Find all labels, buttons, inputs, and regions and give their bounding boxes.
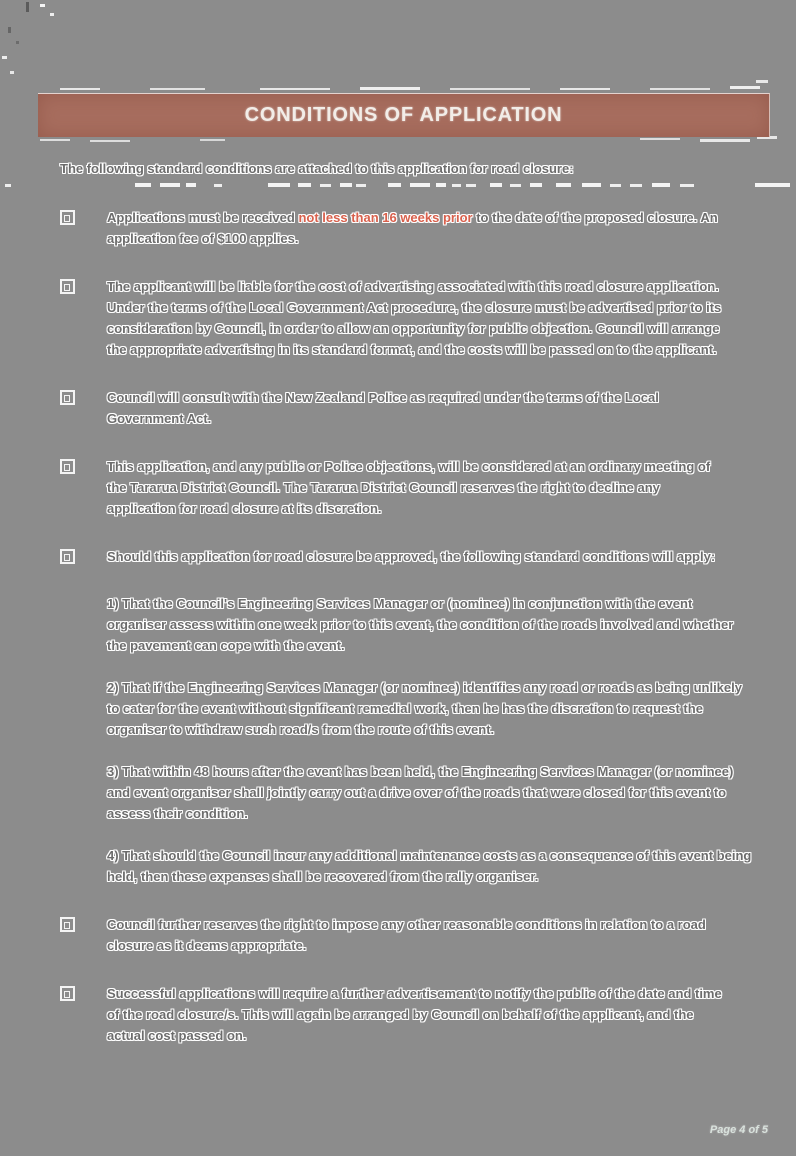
bullet-inner-square (64, 395, 70, 402)
bullet-inner-square (64, 284, 70, 291)
scan-speck (40, 139, 70, 141)
scan-speck (2, 56, 7, 59)
scan-speck (360, 87, 420, 90)
bullet-inner-square (64, 215, 70, 222)
scan-speck (700, 139, 750, 142)
condition-item (60, 914, 766, 956)
scan-speck (260, 88, 330, 90)
scan-speck (560, 88, 610, 90)
scan-speck (60, 88, 100, 90)
scan-speck (730, 86, 760, 89)
checkbox-bullet-icon (60, 459, 75, 474)
scan-speck (640, 138, 680, 140)
scan-speck (40, 4, 45, 7)
intro-text: The following standard conditions are attached to this application for road closure: (60, 161, 574, 176)
condition-text: This application, and any public or Police objections, will be considered at an ordinary meeting of the Tararua District Council. The Tararua District Council reserves the right to decline any application for road closure at its discretion. (107, 459, 711, 516)
page-footer: Page 4 of 5 (709, 1124, 768, 1136)
scan-speck (50, 13, 54, 16)
bullet-inner-square (64, 464, 70, 471)
bullet-inner-square (64, 991, 70, 998)
title-bar (38, 93, 770, 137)
subcondition-text: 3) That within 48 hours after the event has been held, the Engineering Services Manager (or nominee) and event organiser shall jointly carry out a drive over of the roads that were closed for this event to assess their condition. (107, 764, 734, 821)
condition-text: Successful applications will require a further advertisement to notify the public of the date and time of the road closure/s. This will again be arranged by Council on behalf of the applicant, and the actual cost passed on. (107, 986, 722, 1043)
checkbox-bullet-icon (60, 986, 75, 1001)
scan-speck (90, 140, 130, 142)
highlighted-deadline-text: not less than 16 weeks prior (298, 210, 473, 225)
subcondition-text: 2) That if the Engineering Services Manager (or nominee) identifies any road or roads as being unlikely to cater for the event without significant remedial work, then he has the discretion to request the organiser to withdraw such road/s from the route of this event. (107, 680, 742, 737)
condition-item (60, 207, 766, 249)
condition-text: Applications must be received not less than 16 weeks prior to the date of the proposed closure. An application fee of $100 applies. (107, 210, 718, 246)
condition-item (60, 546, 766, 569)
scan-speck (200, 139, 225, 141)
scan-speck (5, 184, 11, 187)
scan-speck (650, 88, 710, 90)
checkbox-bullet-icon (60, 549, 75, 564)
checkbox-bullet-icon (60, 210, 75, 225)
condition-text: Should this application for road closure be approved, the following standard conditions will apply: (107, 549, 716, 564)
scan-speck (450, 88, 530, 90)
scan-speck (10, 71, 14, 74)
subcondition-text: 1) That the Council's Engineering Services Manager or (nominee) in conjunction with the event organiser assess within one week prior to this event, the condition of the roads involved and whether the pavement can cope with the event. (107, 596, 734, 653)
checkbox-bullet-icon (60, 390, 75, 405)
checkbox-bullet-icon (60, 279, 75, 294)
scan-speck (150, 88, 205, 90)
scan-speck (8, 27, 11, 33)
document-body (60, 158, 766, 1073)
bullet-inner-square (64, 554, 70, 561)
scan-speck (756, 80, 768, 83)
condition-item (60, 276, 766, 360)
checkbox-bullet-icon (60, 917, 75, 932)
condition-text: Council further reserves the right to impose any other reasonable conditions in relation to a road closure as it deems appropriate. (107, 917, 706, 953)
condition-item (60, 983, 766, 1046)
condition-text: The applicant will be liable for the cost of advertising associated with this road closure application. Under the terms of the Local Government Act procedure, the closure must be advertised prior to its consideration by Council, in order to allow an opportunity for public objection. Council will arrange the appropriate advertising in its standard format, and the costs will be passed on to the applicant. (107, 279, 722, 357)
condition-text: Council will consult with the New Zealand Police as required under the terms of the Local Government Act. (107, 390, 659, 426)
subcondition-text: 4) That should the Council incur any additional maintenance costs as a consequence of this event being held, then these expenses shall be recovered from the rally organiser. (107, 848, 752, 884)
scan-speck (16, 41, 19, 44)
scan-speck (26, 2, 29, 12)
subconditions-block (107, 593, 766, 887)
condition-item (60, 456, 766, 519)
condition-item (60, 387, 766, 429)
page-title: CONDITIONS OF APPLICATION (244, 104, 563, 126)
bullet-inner-square (64, 922, 70, 929)
